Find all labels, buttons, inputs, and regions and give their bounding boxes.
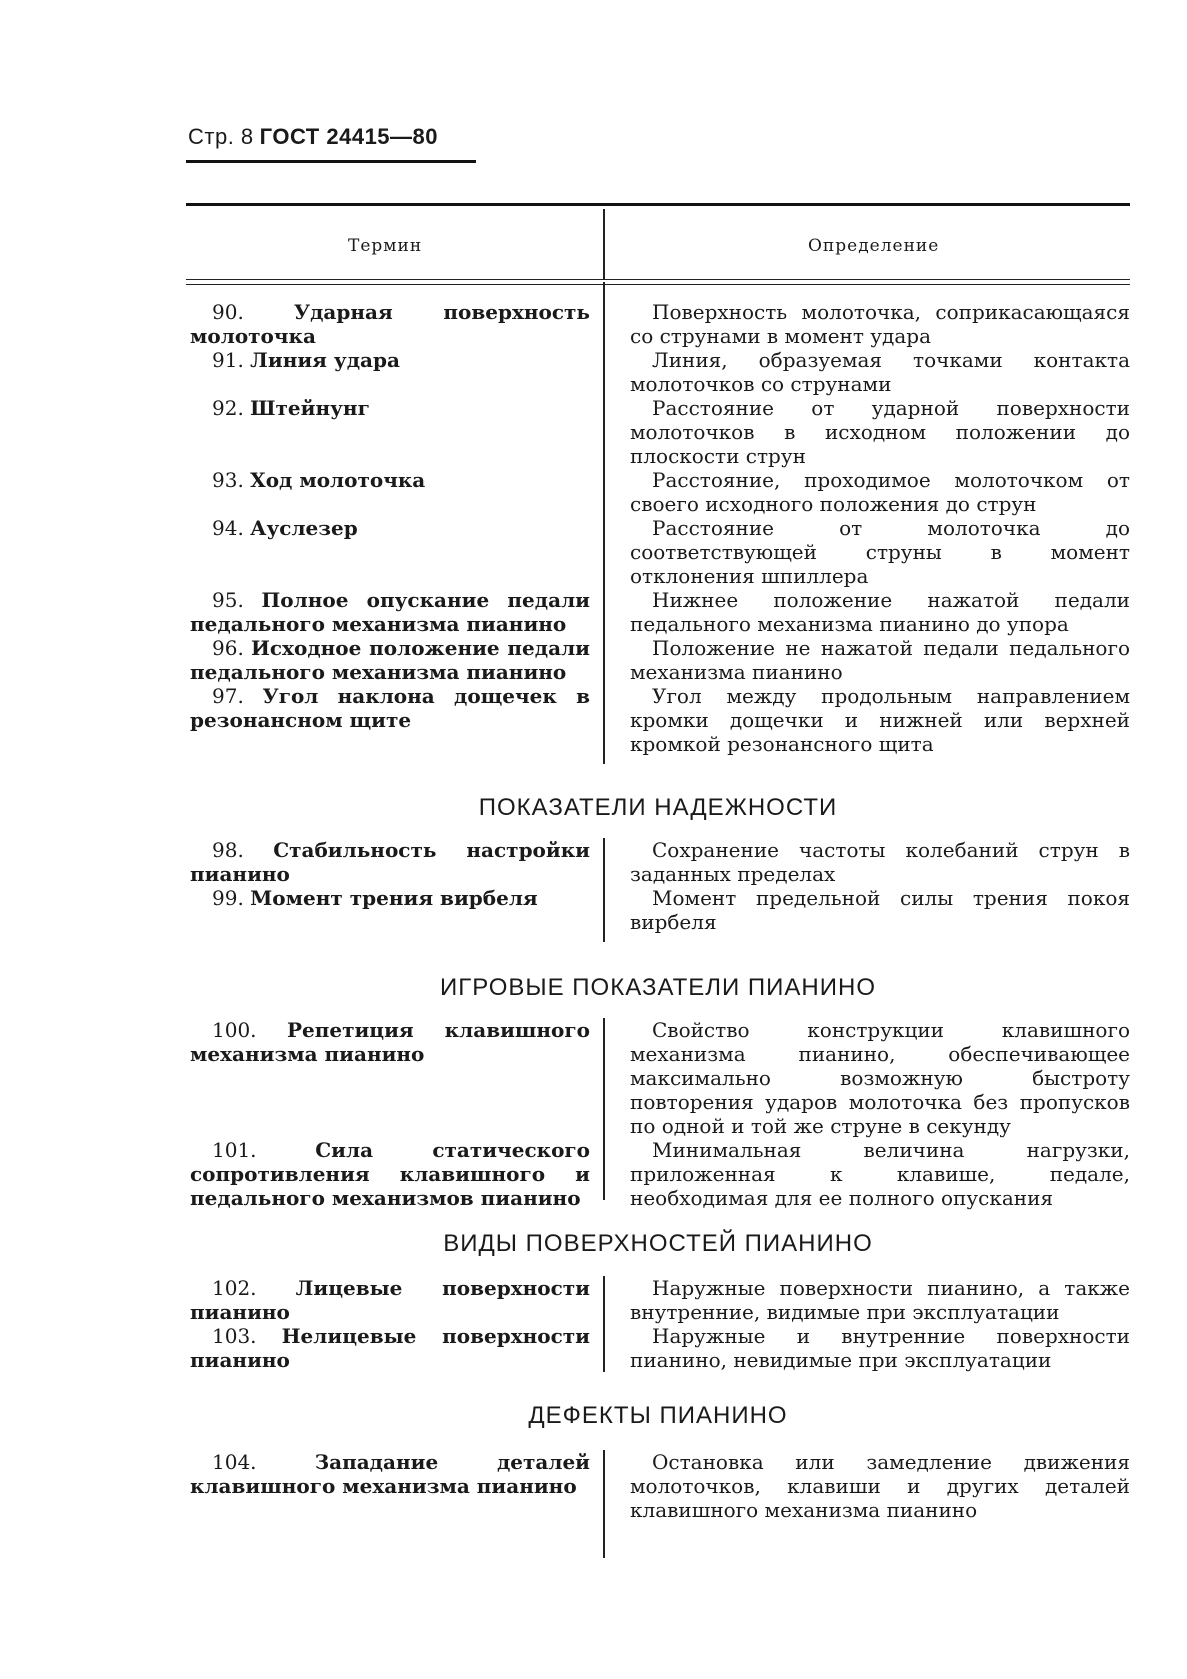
term-94: 94. Ауслезер bbox=[212, 516, 358, 540]
definition-101: Минимальная величина нагрузки, приложенная к клавише, педале, необходимая для ее полного опускания bbox=[630, 1138, 1130, 1210]
column-divider bbox=[603, 838, 605, 942]
term-93: 93. Ход молоточка bbox=[212, 468, 426, 492]
definition-98: Сохранение частоты колебаний струн в заданных пределах bbox=[630, 838, 1130, 886]
definition-104: Остановка или замедление движения молоточков, клавиши и других деталей клавишного механизма пианино bbox=[630, 1450, 1130, 1522]
term-97: 97. Угол наклона дощечек в резонансном щите bbox=[190, 684, 590, 732]
definition-96: Положение не нажатой педали педального механизма пианино bbox=[630, 636, 1130, 684]
section-playing bbox=[186, 1018, 1130, 1208]
section-surfaces bbox=[186, 1276, 1130, 1376]
term-95: 95. Полное опускание педали педального механизма пианино bbox=[190, 588, 591, 636]
section-title-surfaces: ВИДЫ ПОВЕРХНОСТЕЙ ПИАНИНО bbox=[443, 1230, 873, 1257]
table-head-rule bbox=[186, 279, 1130, 285]
definition-95: Нижнее положение нажатой педали педального механизма пианино до упора bbox=[630, 588, 1130, 636]
column-header-term: Термин bbox=[348, 236, 423, 256]
table-top-rule bbox=[186, 203, 1130, 206]
section-general-terms bbox=[186, 300, 1130, 772]
definition-93: Расстояние, проходимое молоточком от своего исходного положения до струн bbox=[630, 468, 1130, 516]
standard-number: ГОСТ 24415—80 bbox=[259, 124, 439, 149]
term-99: 99. Момент трения вирбеля bbox=[212, 886, 538, 910]
column-divider bbox=[603, 209, 605, 280]
page-header bbox=[188, 124, 438, 150]
definition-102: Наружные поверхности пианино, а также внутренние, видимые при эксплуатации bbox=[630, 1276, 1130, 1324]
section-title-reliability: ПОКАЗАТЕЛИ НАДЕЖНОСТИ bbox=[478, 794, 838, 821]
column-header-definition: Определение bbox=[808, 236, 940, 256]
term-101: 101. Сила статического сопротивления клавишного и педального механизмов пианино bbox=[190, 1138, 590, 1210]
definition-92: Расстояние от ударной поверхности молоточков в исходном положении до плоскости струн bbox=[630, 396, 1130, 468]
definition-99: Момент предельной силы трения покоя вирбеля bbox=[630, 886, 1130, 934]
term-91: 91. Линия удара bbox=[212, 348, 400, 372]
term-100: 100. Репетиция клавишного механизма пианино bbox=[190, 1018, 590, 1066]
definition-90: Поверхность молоточка, соприкасающаяся со струнами в момент удара bbox=[630, 300, 1130, 348]
term-102: 102. Лицевые поверхности пианино bbox=[190, 1276, 590, 1324]
page-number: Стр. 8 bbox=[188, 124, 254, 149]
column-divider bbox=[603, 1276, 605, 1372]
definition-100: Свойство конструкции клавишного механизма пианино, обеспечивающее максимально возможную быстроту повторения ударов молоточка без пропусков по одной и той же струне в секунду bbox=[630, 1018, 1130, 1138]
column-divider bbox=[603, 282, 605, 764]
column-divider bbox=[603, 1018, 605, 1200]
column-divider bbox=[603, 1450, 605, 1558]
term-96: 96. Исходное положение педали педального механизма пианино bbox=[190, 636, 591, 684]
term-98: 98. Стабильность настройки пианино bbox=[190, 838, 591, 886]
section-title-defects: ДЕФЕКТЫ ПИАНИНО bbox=[528, 1402, 788, 1429]
section-defects bbox=[186, 1450, 1130, 1562]
term-103: 103. Нелицевые поверхности пианино bbox=[190, 1324, 590, 1372]
header-rule bbox=[186, 160, 476, 163]
definition-103: Наружные и внутренние поверхности пианино, невидимые при эксплуатации bbox=[630, 1324, 1130, 1372]
definition-97: Угол между продольным направлением кромки дощечки и нижней или верхней кромкой резонансного щита bbox=[630, 684, 1130, 756]
definition-94: Расстояние от молоточка до соответствующей струны в момент отклонения шпиллера bbox=[630, 516, 1130, 588]
section-reliability bbox=[186, 838, 1130, 948]
term-90: 90. Ударная поверхность молоточка bbox=[190, 300, 590, 348]
term-104: 104. Западание деталей клавишного механизма пианино bbox=[190, 1450, 591, 1498]
definition-91: Линия, образуемая точками контакта молоточков со струнами bbox=[630, 348, 1130, 396]
term-92: 92. Штейнунг bbox=[212, 396, 370, 420]
section-title-playing: ИГРОВЫЕ ПОКАЗАТЕЛИ ПИАНИНО bbox=[439, 974, 876, 1001]
